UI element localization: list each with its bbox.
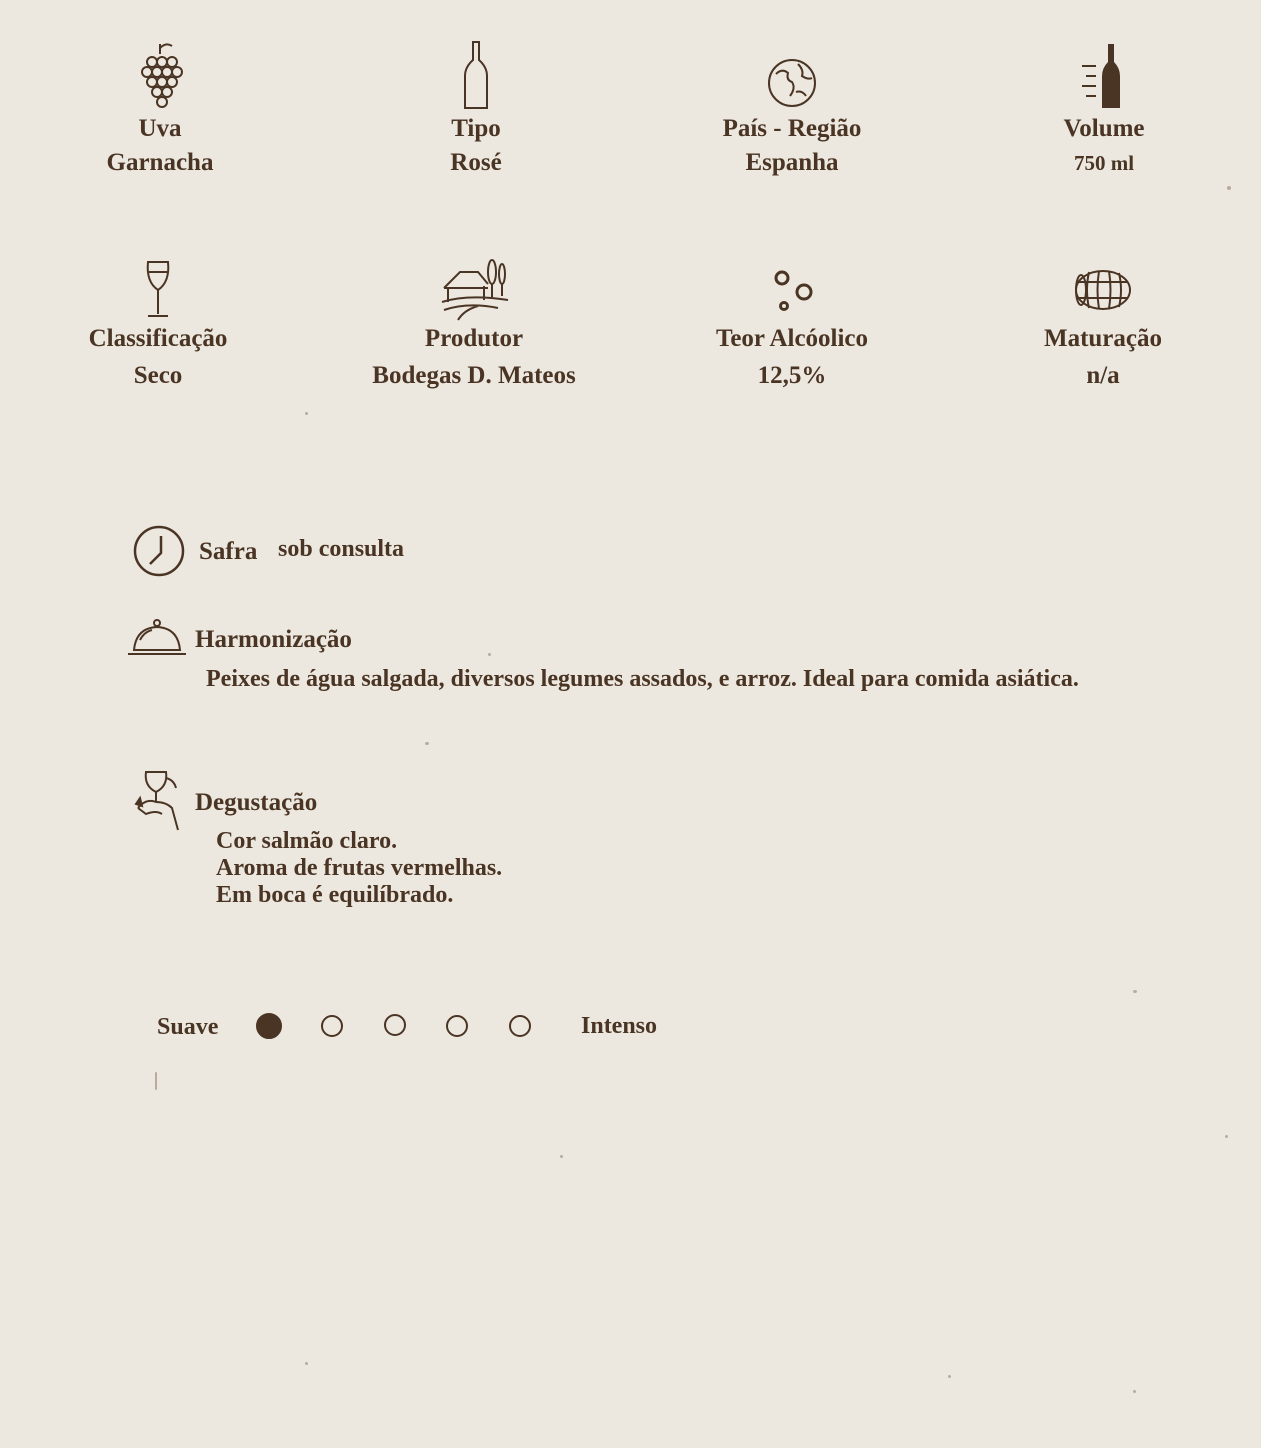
attr-uva — [30, 40, 290, 180]
intensity-min-label: Suave — [157, 1014, 219, 1040]
clock-icon — [132, 524, 186, 578]
paper-speck — [305, 1362, 308, 1365]
attr-produtor — [344, 258, 604, 393]
attr-value: Bodegas D. Mateos — [372, 362, 576, 389]
grape-icon — [124, 40, 196, 112]
paper-speck — [305, 412, 308, 415]
attr-label: Produtor — [424, 325, 524, 352]
paper-speck — [1133, 990, 1137, 993]
attr-value: 750 ml — [1073, 151, 1135, 175]
attr-label: Teor Alcóolico — [715, 325, 869, 352]
attr-value: Garnacha — [106, 149, 214, 176]
globe-icon — [756, 40, 828, 112]
attr-pais — [662, 40, 922, 180]
intensity-dot — [509, 1015, 531, 1037]
paper-speck — [948, 1375, 951, 1378]
attr-label: Volume — [1063, 115, 1145, 142]
cloche-icon — [126, 618, 188, 658]
attr-tipo — [346, 40, 606, 180]
paper-speck — [155, 1072, 157, 1090]
harmonizacao-section — [126, 618, 1186, 708]
attr-classificacao — [28, 258, 288, 393]
attr-teor — [662, 258, 922, 393]
intensity-dot — [384, 1014, 406, 1036]
intensity-dot — [446, 1015, 468, 1037]
degustacao-section — [132, 768, 692, 918]
harmonizacao-text: Peixes de água salgada, diversos legumes assados, e arroz. Ideal para comida asiática. — [206, 666, 1079, 692]
degustacao-label: Degustação — [195, 789, 318, 816]
tasting-note: Em boca é equilíbrado. — [216, 882, 454, 908]
bubbles-icon — [756, 258, 828, 322]
safra-section — [132, 524, 632, 580]
attr-label: Tipo — [451, 115, 501, 142]
paper-speck — [425, 742, 429, 745]
harmonizacao-label: Harmonização — [195, 626, 352, 653]
safra-value: sob consulta — [278, 536, 405, 562]
attr-value: Seco — [133, 362, 183, 389]
paper-speck — [1133, 1390, 1136, 1393]
barrel-icon — [1067, 258, 1139, 322]
wine-glass-icon — [122, 258, 194, 322]
degustacao-notes — [216, 828, 676, 909]
attr-label: País - Região — [722, 115, 862, 142]
intensity-dot — [256, 1013, 282, 1039]
volume-bottle-icon — [1068, 40, 1140, 112]
paper-speck — [1227, 186, 1231, 190]
tasting-hand-icon — [132, 768, 184, 834]
attr-label: Uva — [138, 115, 182, 142]
tasting-note: Cor salmão claro. — [216, 828, 398, 854]
intensity-max-label: Intenso — [581, 1013, 658, 1039]
bottle-icon — [440, 40, 512, 112]
attr-label: Classificação — [88, 325, 228, 352]
attr-value: 12,5% — [757, 362, 827, 389]
safra-label: Safra — [199, 538, 258, 565]
attr-label: Maturação — [1043, 325, 1163, 352]
attr-volume — [974, 40, 1234, 180]
attr-value: n/a — [1086, 362, 1120, 389]
winery-icon — [438, 258, 510, 322]
paper-speck — [1225, 1135, 1228, 1138]
tasting-note: Aroma de frutas vermelhas. — [216, 855, 503, 881]
intensity-dot — [321, 1015, 343, 1037]
attr-value: Espanha — [745, 149, 839, 176]
attr-maturacao — [973, 258, 1233, 393]
paper-speck — [560, 1155, 563, 1158]
attr-value: Rosé — [450, 149, 502, 176]
